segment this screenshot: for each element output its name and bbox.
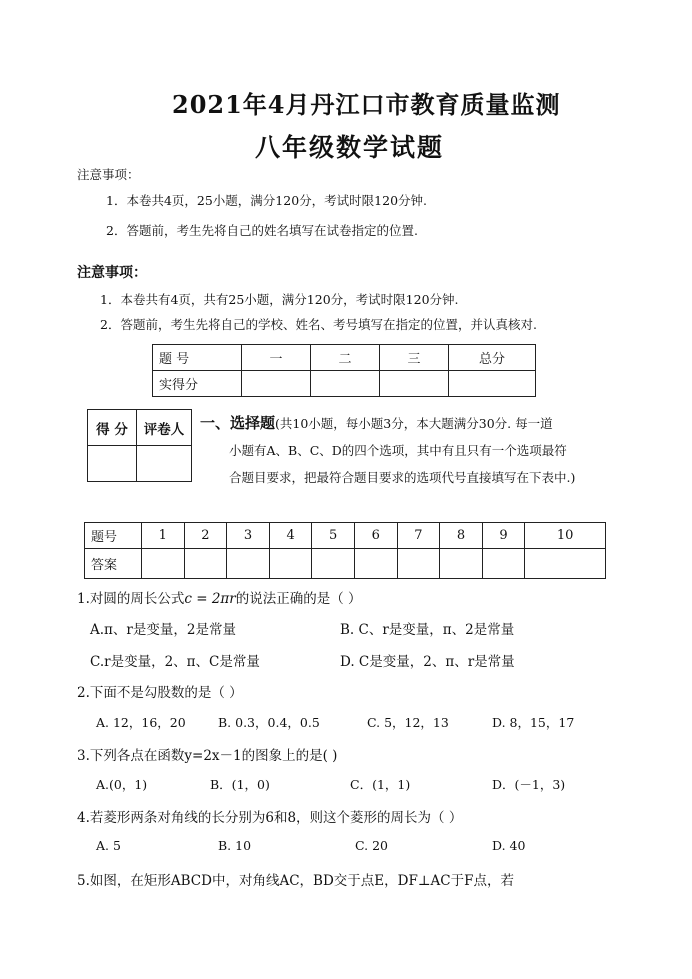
section1-heading: 一、选择题 <box>200 414 276 432</box>
notice2-item-2: 2．答题前，考生先将自己的学校、姓名、考号填写在指定的位置，并认真核对. <box>100 317 537 332</box>
answer-number-3: 3 <box>227 523 270 549</box>
q1-formula: c = 2πr <box>184 591 236 607</box>
score-table-header-2: 二 <box>311 345 380 371</box>
grader-box <box>87 409 192 482</box>
answer-number-4: 4 <box>269 523 312 549</box>
q4-stem: 4.若菱形两条对角线的长分别为6和8，则这个菱形的周长为（ ） <box>77 810 463 826</box>
q2-stem: 2.下面不是勾股数的是（ ） <box>77 685 243 701</box>
answer-cell[interactable] <box>184 549 227 579</box>
q1-option-d: D. C是变量，2、π、r是常量 <box>340 654 515 670</box>
answer-cell[interactable] <box>269 549 312 579</box>
q4-option-a: A. 5 <box>96 838 121 853</box>
score-table-row-label: 实得分 <box>153 371 242 397</box>
score-cell-3[interactable] <box>380 371 449 397</box>
q3-option-c: C．(1，1) <box>350 777 411 792</box>
q2-option-d: D. 8，15，17 <box>492 715 575 730</box>
q1-stem-b: 的说法正确的是（ ） <box>235 591 362 607</box>
grader-score-label: 得 分 <box>88 410 137 446</box>
exam-title: 2021年4月丹江口市教育质量监测 <box>172 90 561 119</box>
q4-option-b: B. 10 <box>218 838 252 853</box>
answer-table-header-label: 题号 <box>85 523 142 549</box>
q4-option-d: D. 40 <box>492 838 526 853</box>
notice1-item-1: 1．本卷共4页，25小题，满分120分，考试时限120分钟. <box>106 193 428 208</box>
grader-name-cell[interactable] <box>137 446 192 482</box>
answer-cell[interactable] <box>525 549 606 579</box>
q1-option-a: A.π、r是变量，2是常量 <box>90 622 236 638</box>
answer-table-answer-label: 答案 <box>85 549 142 579</box>
q1-stem-a: 1.对圆的周长公式 <box>77 591 185 607</box>
notice2-heading: 注意事项： <box>77 265 147 281</box>
answer-table <box>84 522 606 579</box>
score-table <box>152 344 536 397</box>
q3-option-b: B．(1，0) <box>210 777 270 792</box>
section1-intro-1: (共10小题，每小题3分，本大题满分30分. 每一道 <box>275 416 553 431</box>
q3-option-d: D．(－1，3) <box>492 777 566 792</box>
q1-option-c: C.r是变量，2、π、C是常量 <box>90 654 260 670</box>
answer-number-1: 1 <box>142 523 185 549</box>
score-table-header-1: 一 <box>242 345 311 371</box>
q2-option-a: A. 12，16，20 <box>96 715 186 730</box>
score-cell-1[interactable] <box>242 371 311 397</box>
answer-cell[interactable] <box>397 549 440 579</box>
answer-number-7: 7 <box>397 523 440 549</box>
answer-cell[interactable] <box>312 549 355 579</box>
answer-cell[interactable] <box>440 549 483 579</box>
answer-number-9: 9 <box>482 523 525 549</box>
q5-stem: 5.如图，在矩形ABCD中，对角线AC，BD交于点E，DF⊥AC于F点，若 <box>77 873 514 889</box>
q2-option-b: B. 0.3，0.4，0.5 <box>218 715 320 730</box>
q1-stem <box>77 587 362 607</box>
section1-line1 <box>200 412 553 433</box>
notice2-item-1: 1．本卷共有4页，共有25小题，满分120分，考试时限120分钟. <box>100 292 459 307</box>
score-table-header-total: 总分 <box>449 345 536 371</box>
answer-cell[interactable] <box>142 549 185 579</box>
section1-line2: 小题有A、B、C、D的四个选项，其中有且只有一个选项最符 <box>229 443 567 458</box>
score-table-header-3: 三 <box>380 345 449 371</box>
exam-subtitle: 八年级数学试题 <box>255 133 445 162</box>
answer-number-5: 5 <box>312 523 355 549</box>
q2-option-c: C. 5，12，13 <box>367 715 449 730</box>
q3-stem: 3.下列各点在函数y=2x－1的图象上的是( ) <box>77 748 338 764</box>
answer-cell[interactable] <box>227 549 270 579</box>
grader-score-cell[interactable] <box>88 446 137 482</box>
q4-option-c: C. 20 <box>355 838 388 853</box>
answer-cell[interactable] <box>482 549 525 579</box>
score-cell-2[interactable] <box>311 371 380 397</box>
answer-number-10: 10 <box>525 523 606 549</box>
score-cell-total[interactable] <box>449 371 536 397</box>
answer-cell[interactable] <box>354 549 397 579</box>
answer-number-6: 6 <box>354 523 397 549</box>
answer-number-2: 2 <box>184 523 227 549</box>
q3-option-a: A.(0，1) <box>96 777 148 792</box>
answer-number-8: 8 <box>440 523 483 549</box>
notice1-heading: 注意事项： <box>77 167 140 182</box>
notice1-item-2: 2．答题前，考生先将自己的姓名填写在试卷指定的位置. <box>106 223 418 238</box>
q1-option-b: B. C、r是变量，π、2是常量 <box>340 622 515 638</box>
grader-name-label: 评卷人 <box>137 410 192 446</box>
score-table-header-label: 题 号 <box>153 345 242 371</box>
section1-line3: 合题目要求，把最符合题目要求的选项代号直接填写在下表中.) <box>229 470 576 485</box>
